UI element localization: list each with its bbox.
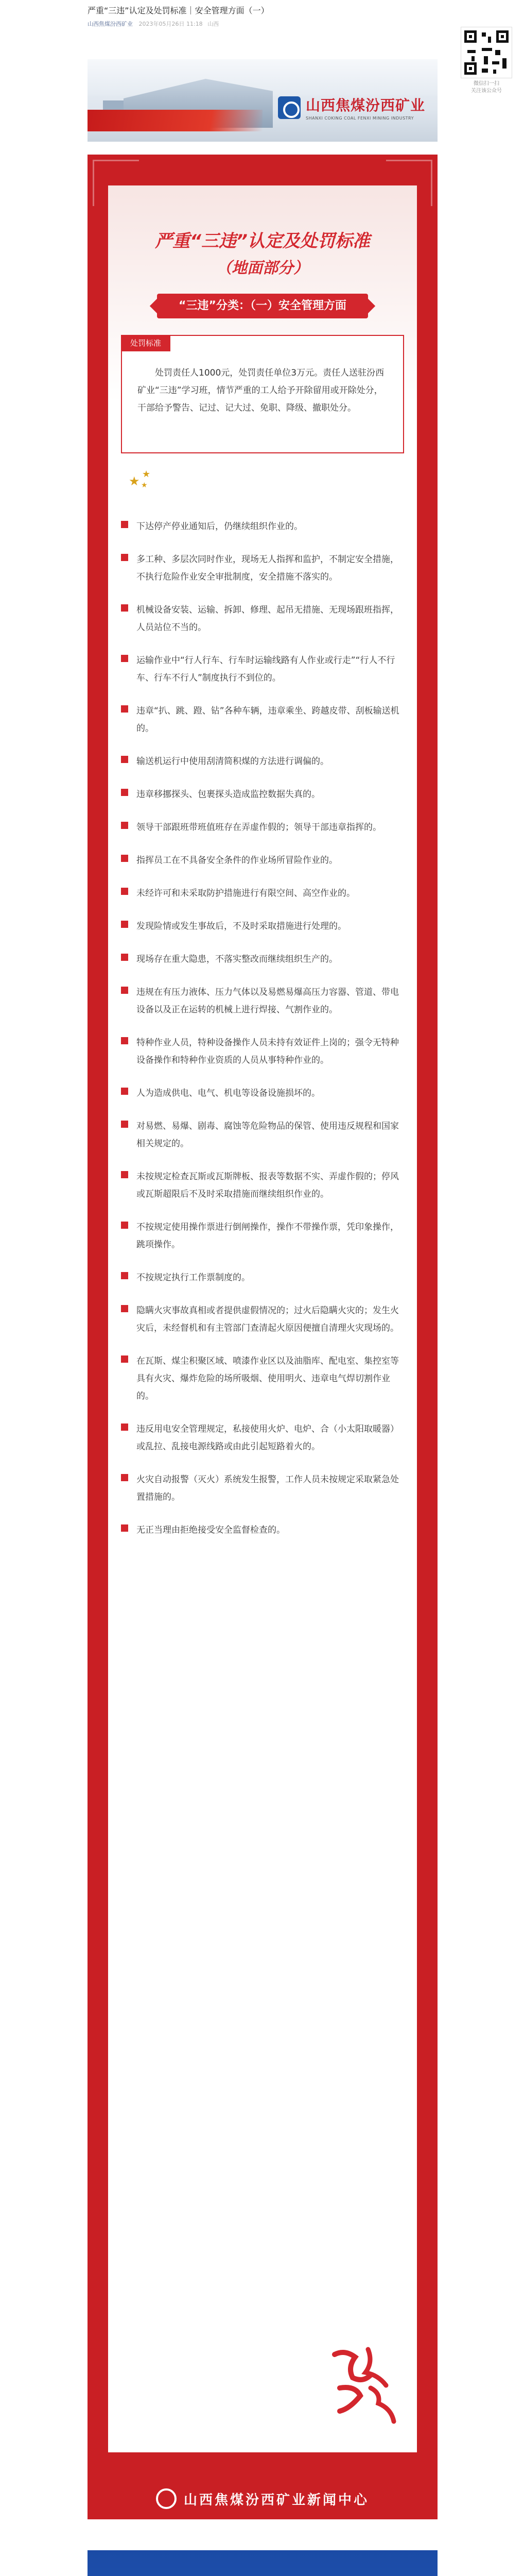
rule-item xyxy=(121,1352,404,1405)
rule-item xyxy=(121,1168,404,1203)
rule-text: 不按规定执行工作票制度的。 xyxy=(136,1273,250,1283)
square-bullet-icon xyxy=(121,705,128,713)
rule-text: 现场存在重大隐患，不落实整改而继续组织生产的。 xyxy=(136,954,338,964)
square-bullet-icon xyxy=(121,921,128,928)
rule-text: 火灾自动报警（灭火）系统发生报警，工作人员未按规定采取紧急处置措施的。 xyxy=(136,1475,399,1502)
qr-caption-2: 关注该公众号 xyxy=(471,88,502,94)
rule-text: 人为造成供电、电气、机电等设备设施损坏的。 xyxy=(136,1088,320,1098)
square-bullet-icon xyxy=(121,1088,128,1095)
square-bullet-icon xyxy=(121,655,128,662)
star-icon: ★ xyxy=(141,481,148,489)
rule-text: 多工种、多层次同时作业，现场无人指挥和监护，不制定安全措施，不执行危险作业安全审批制度，安全措施不落实的。 xyxy=(136,554,399,582)
article-meta xyxy=(88,20,422,28)
publish-date: 2023年05月26日 11:18 xyxy=(138,21,203,27)
calligraphy-image xyxy=(319,2339,407,2427)
rule-text: 违规在有压力液体、压力气体以及易燃易爆高压力容器、管道、带电设备以及正在运转的机械上进行焊接、气割作业的。 xyxy=(136,987,399,1015)
rule-text: 不按规定使用操作票进行倒闸操作，操作不带操作票，凭印象操作，跳项操作。 xyxy=(136,1222,399,1250)
rule-text: 隐瞒火灾事故真相或者提供虚假情况的；过火后隐瞒火灾的；发生火灾后，未经督机和有主管部门查清起火原因便擅自清理火灾现场的。 xyxy=(136,1306,399,1333)
rule-item xyxy=(121,652,404,687)
star-icon: ★ xyxy=(142,469,151,480)
header-banner xyxy=(88,59,438,142)
rule-item xyxy=(121,885,404,902)
article-title: 严重“三违”认定及处罚标准｜安全管理方面（一） xyxy=(88,6,269,15)
square-bullet-icon xyxy=(121,1355,128,1363)
account-link[interactable]: 山西焦煤汾西矿业 xyxy=(88,21,133,27)
qr-caption-1: 微信扫一扫 xyxy=(474,81,499,87)
square-bullet-icon xyxy=(121,1037,128,1044)
rule-item xyxy=(121,786,404,803)
square-bullet-icon xyxy=(121,855,128,862)
company-logo-icon xyxy=(278,96,301,119)
rule-text: 违章“扒、跳、蹬、钻”各种车辆，违章乘坐、跨越皮带、刮板输送机的。 xyxy=(136,706,399,734)
poster-title: 严重“三违”认定及处罚标准 xyxy=(155,231,370,251)
rule-text: 指挥员工在不具备安全条件的作业场所冒险作业的。 xyxy=(136,855,338,866)
square-bullet-icon xyxy=(121,554,128,561)
penalty-text: 处罚责任人1000元，处罚责任单位3万元。责任人送驻汾西矿业“三违”学习班，情节严重的工人给予开除留用或开除处分，干部给予警告、记过、记大过、免职、降级、撤职处分。 xyxy=(137,368,385,413)
rule-item xyxy=(121,601,404,636)
qr-panel xyxy=(461,27,512,95)
star-icon: ★ xyxy=(129,474,140,488)
article-header xyxy=(88,5,422,28)
rule-text: 在瓦斯、煤尘积聚区域、喷漆作业区以及油脂库、配电室、集控室等具有火灾、爆炸危险的场所吸烟、使用明火、违章电气焊切割作业的。 xyxy=(136,1356,399,1401)
rule-text: 无正当理由拒绝接受安全监督检查的。 xyxy=(136,1525,285,1535)
news-center-logo-icon xyxy=(156,2488,177,2509)
square-bullet-icon xyxy=(121,1121,128,1128)
rule-item xyxy=(121,852,404,869)
rule-item xyxy=(121,1420,404,1455)
rule-text: 下达停产停业通知后，仍继续组织作业的。 xyxy=(136,521,303,532)
square-bullet-icon xyxy=(121,1222,128,1229)
rule-item xyxy=(121,1269,404,1286)
rule-text: 违章移挪探头、包裹探头造成监控数据失真的。 xyxy=(136,789,320,800)
category-bar: “三违”分类：（一）安全管理方面 xyxy=(157,294,368,318)
rule-text: 未按规定检查瓦斯或瓦斯牌板、报表等数据不实、弄虚作假的；停风或瓦斯超限后不及时采取措施而继续组织作业的。 xyxy=(136,1172,399,1199)
square-bullet-icon xyxy=(121,987,128,994)
rule-item xyxy=(121,1302,404,1337)
red-flag-band xyxy=(88,110,263,131)
penalty-card xyxy=(121,335,404,453)
rule-text: 领导干部跟班带班值班存在弄虚作假的；领导干部违章指挥的。 xyxy=(136,822,381,833)
rule-text: 发现险情或发生事故后，不及时采取措施进行处理的。 xyxy=(136,921,346,931)
rule-list xyxy=(121,518,404,1554)
penalty-tag: 处罚标准 xyxy=(121,335,170,351)
rule-text: 对易燃、易爆、剧毒、腐蚀等危险物品的保管、使用违反规程和国家相关规定的。 xyxy=(136,1121,399,1149)
qr-code-icon xyxy=(461,27,512,78)
square-bullet-icon xyxy=(121,954,128,961)
rule-text: 机械设备安装、运输、拆卸、修理、起吊无措施、无现场跟班指挥，人员站位不当的。 xyxy=(136,605,399,633)
rule-item xyxy=(121,951,404,968)
rule-item xyxy=(121,1471,404,1506)
rule-item xyxy=(121,753,404,770)
news-center-name: 山西焦煤汾西矿业新闻中心 xyxy=(183,2492,369,2508)
square-bullet-icon xyxy=(121,756,128,763)
rule-item xyxy=(121,1117,404,1153)
news-center-band xyxy=(88,2478,438,2519)
square-bullet-icon xyxy=(121,1423,128,1431)
square-bullet-icon xyxy=(121,1171,128,1178)
rule-item xyxy=(121,1084,404,1102)
company-logo xyxy=(278,94,425,121)
square-bullet-icon xyxy=(121,822,128,829)
poster-paper xyxy=(108,185,417,2452)
company-logo-name: 山西焦煤汾西矿业 xyxy=(306,97,426,114)
square-bullet-icon xyxy=(121,521,128,528)
rule-item xyxy=(121,984,404,1019)
slogan-poster xyxy=(88,2550,438,2576)
rule-text: 输送机运行中使用刮清简积煤的方法进行调偏的。 xyxy=(136,756,329,767)
square-bullet-icon xyxy=(121,604,128,612)
rule-text: 特种作业人员，特种设备操作人员未持有效证件上岗的；强令无特种设备操作和特种作业资质的人员从事特种作业的。 xyxy=(136,1038,399,1065)
rule-item xyxy=(121,918,404,935)
rule-text: 未经许可和未采取防护措施进行有限空间、高空作业的。 xyxy=(136,888,355,899)
rule-text: 违反用电安全管理规定，私接使用火炉、电炉、合（小太阳取暖器）或乱拉、乱接电源线路或由此引起短路着火的。 xyxy=(136,1424,399,1452)
square-bullet-icon xyxy=(121,888,128,895)
rule-item xyxy=(121,551,404,586)
company-logo-english: SHANXI COKING COAL FENXI MINING INDUSTRY xyxy=(306,116,414,121)
square-bullet-icon xyxy=(121,1524,128,1532)
rule-item xyxy=(121,518,404,535)
square-bullet-icon xyxy=(121,1272,128,1279)
square-bullet-icon xyxy=(121,1305,128,1312)
rule-item xyxy=(121,1034,404,1069)
poster-subtitle: （地面部分） xyxy=(216,259,309,277)
rule-item xyxy=(121,702,404,737)
publish-location: 山西 xyxy=(207,21,219,27)
square-bullet-icon xyxy=(121,1474,128,1481)
rule-item xyxy=(121,1521,404,1539)
rule-item xyxy=(121,1218,404,1253)
rules-poster xyxy=(88,155,438,2478)
rule-text: 运输作业中“行人行车、行车时运输线路有人作业或行走”“行人不行车、行车不行人”制度执行不到位的。 xyxy=(136,655,395,683)
rule-item xyxy=(121,819,404,836)
square-bullet-icon xyxy=(121,789,128,796)
